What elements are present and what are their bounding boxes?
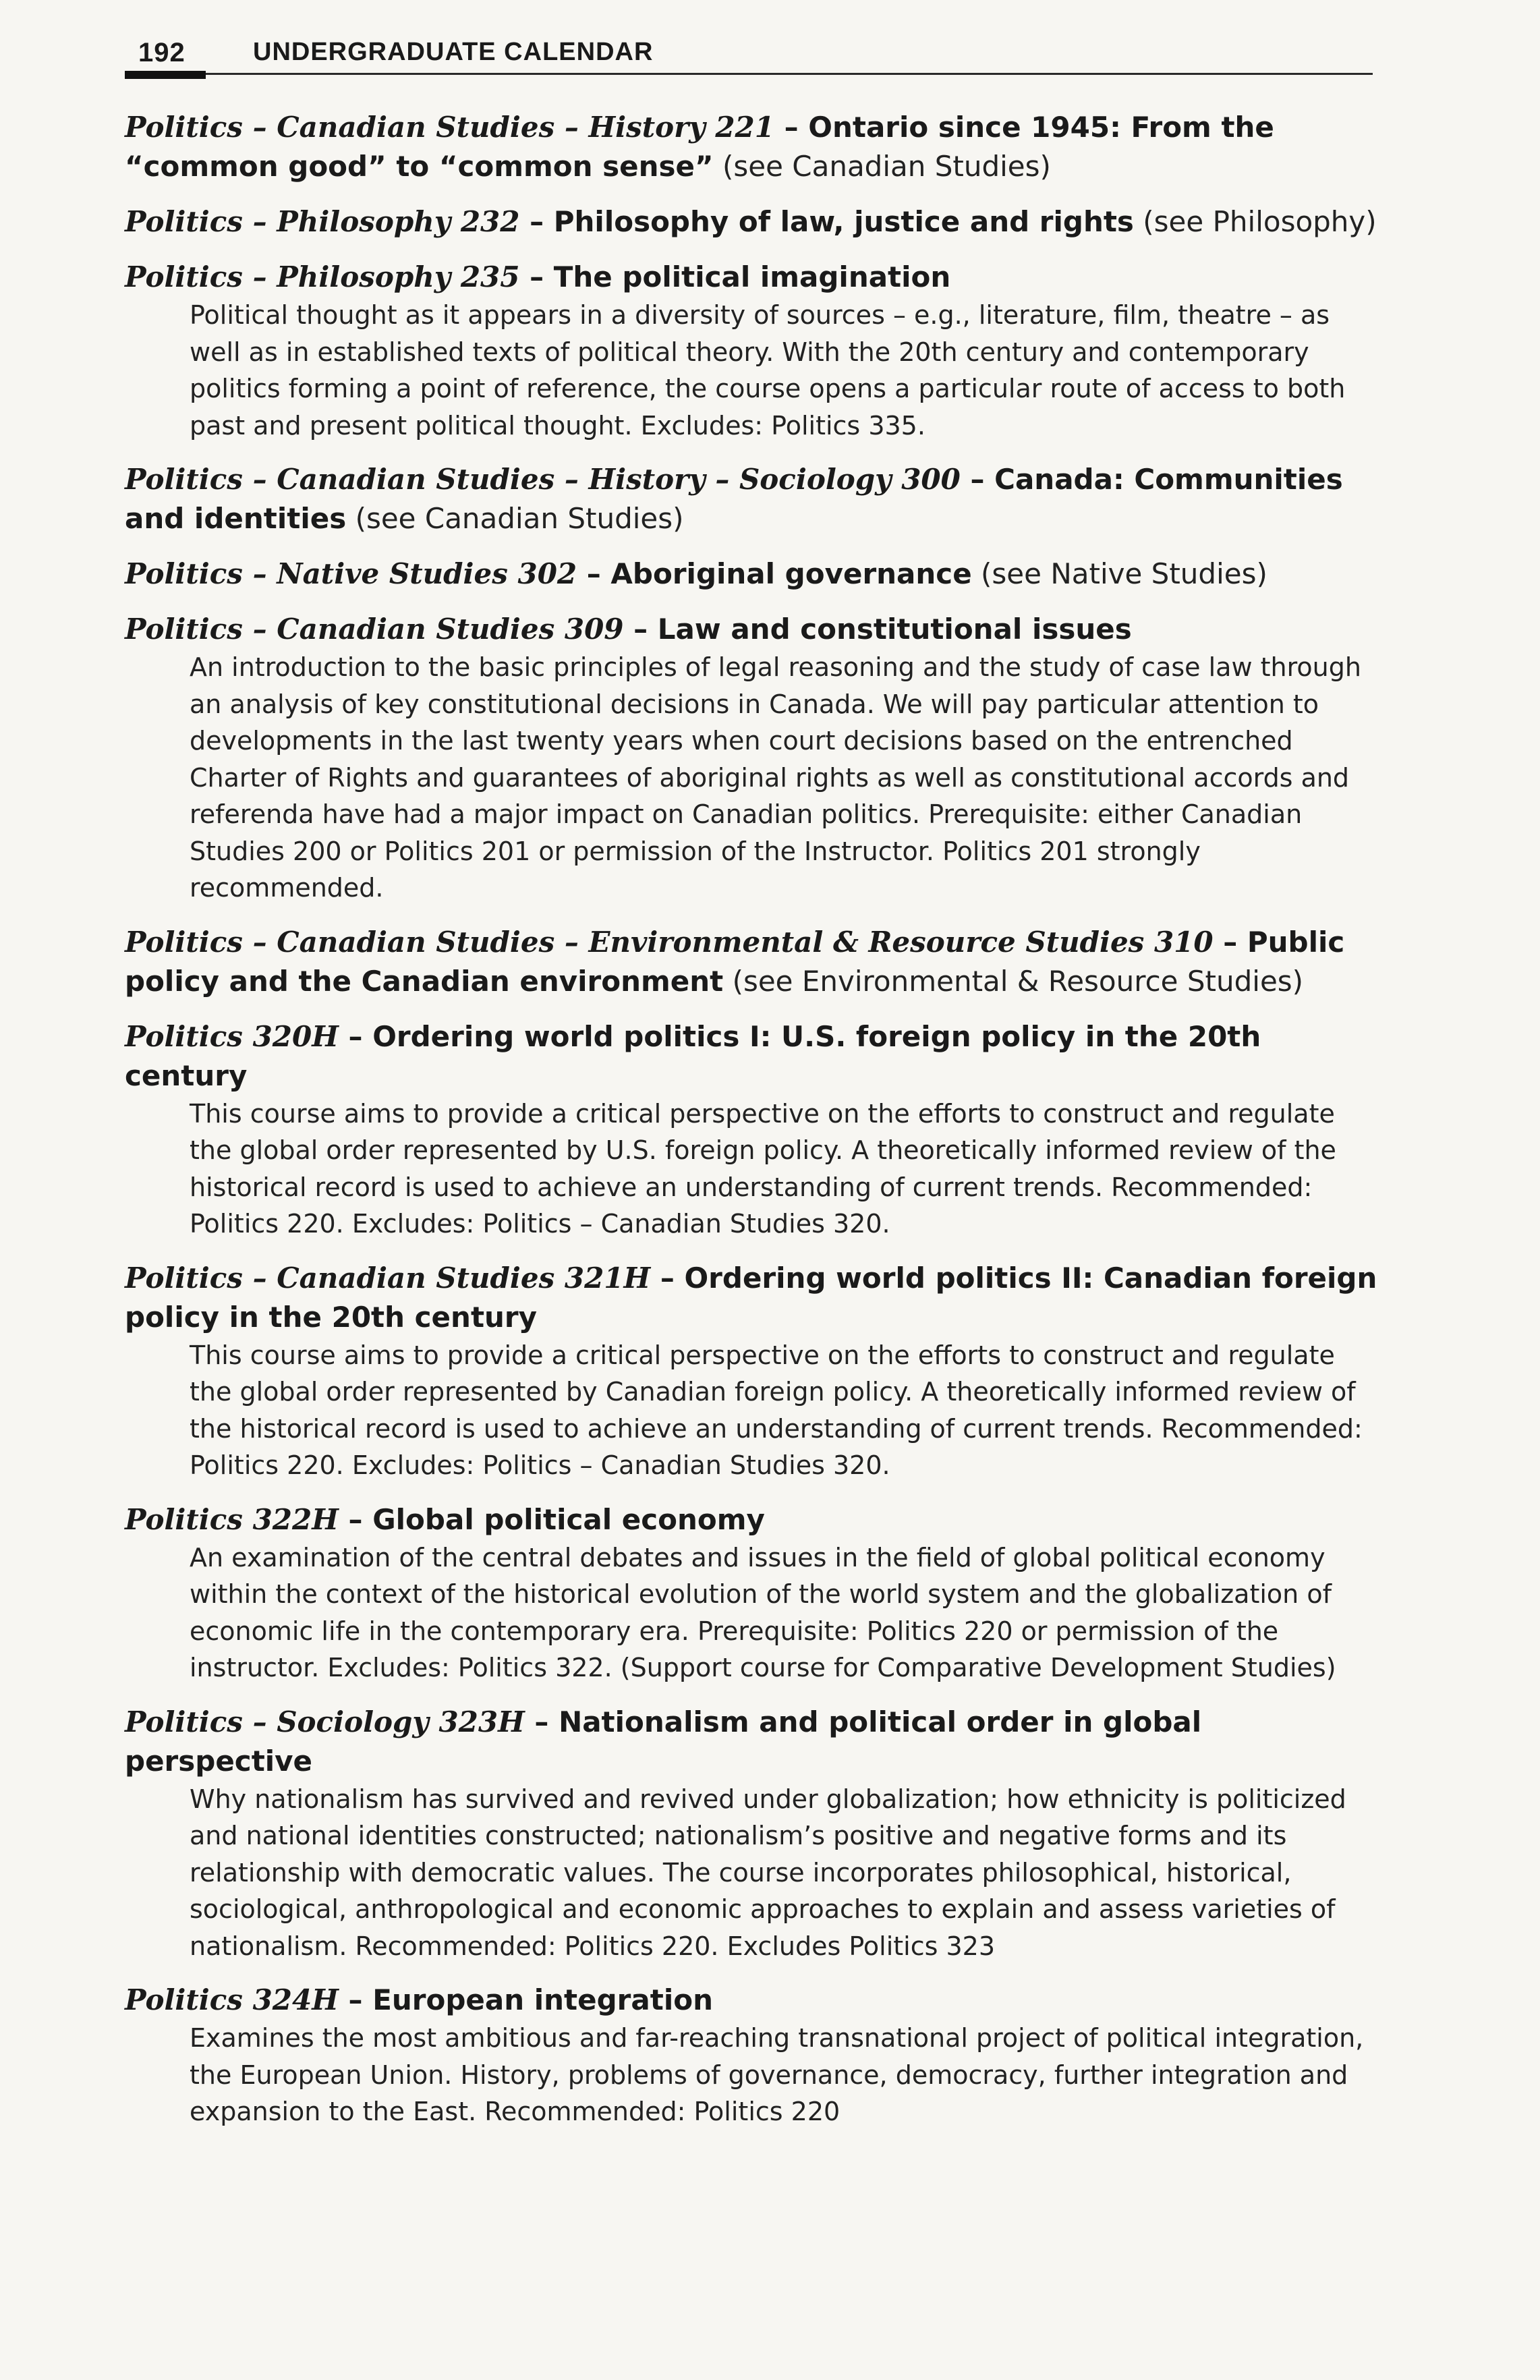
course-title bbox=[125, 610, 1379, 649]
course-name: The political imagination bbox=[553, 260, 951, 293]
course-sep: – bbox=[960, 463, 995, 496]
course-code: Politics – Philosophy 235 bbox=[125, 260, 520, 293]
course-code: Politics – Canadian Studies 321H bbox=[125, 1261, 651, 1295]
course-sep: – bbox=[577, 557, 611, 590]
course-entry bbox=[125, 1981, 1379, 2130]
course-code: Politics – Canadian Studies – Environmental & Resource Studies 310 bbox=[125, 925, 1214, 959]
course-description: Examines the most ambitious and far-reaching transnational project of political integration, the European Union. History, problems of governance, democracy, further integration and expansion to the East. Recommended: Politics 220 bbox=[190, 2023, 1364, 2126]
course-title bbox=[125, 108, 1379, 186]
page-header bbox=[125, 30, 1373, 104]
course-entry bbox=[125, 460, 1379, 538]
course-see-ref: (see Environmental & Resource Studies) bbox=[723, 964, 1304, 998]
course-code: Politics – Sociology 323H bbox=[125, 1705, 525, 1738]
course-entry bbox=[125, 258, 1379, 444]
course-entry bbox=[125, 1017, 1379, 1243]
course-sep: – bbox=[338, 1983, 373, 2016]
course-sep: – bbox=[338, 1502, 373, 1536]
course-see-ref: (see Native Studies) bbox=[971, 557, 1267, 590]
course-title bbox=[125, 202, 1379, 242]
course-entry bbox=[125, 555, 1379, 594]
course-see-ref: (see Canadian Studies) bbox=[713, 150, 1051, 183]
course-name: Aboriginal governance bbox=[610, 557, 972, 590]
course-name: European integration bbox=[372, 1983, 713, 2016]
course-title bbox=[125, 1259, 1379, 1337]
course-entry bbox=[125, 1259, 1379, 1484]
course-title bbox=[125, 460, 1379, 538]
course-title bbox=[125, 1703, 1379, 1781]
course-code: Politics 322H bbox=[125, 1502, 339, 1536]
course-entry bbox=[125, 108, 1379, 186]
course-sep: – bbox=[1213, 925, 1247, 959]
course-code: Politics – Canadian Studies – History – Sociology 300 bbox=[125, 463, 961, 496]
course-entry bbox=[125, 610, 1379, 907]
course-description: An introduction to the basic principles of legal reasoning and the study of case law through an analysis of key constitutional decisions in Canada. We will pay particular attention to developments in the last twenty years when court decisions based on the entrenched Charter of Rights and guarantees of aboriginal rights as well as constitutional accords and referenda have had a major impact on Canadian politics. Prerequisite: either Canadian Studies 200 or Politics 201 or permission of the Instructor. Politics 201 strongly recommended. bbox=[190, 652, 1361, 903]
course-title bbox=[125, 555, 1379, 594]
page-number: 192 bbox=[138, 38, 186, 67]
course-entry bbox=[125, 1500, 1379, 1687]
course-name: Philosophy of law, justice and rights bbox=[553, 205, 1134, 238]
course-name: Nationalism and political order in global perspective bbox=[125, 1705, 1202, 1778]
course-description: This course aims to provide a critical perspective on the efforts to construct and regulate the global order represented by Canadian foreign policy. A theoretically informed review of the historical record is used to achieve an understanding of current trends. Recommended: Politics 220. Excludes: Politics – Canadian Studies 320. bbox=[190, 1340, 1363, 1480]
course-listing bbox=[125, 108, 1379, 2147]
course-sep: – bbox=[623, 613, 658, 646]
course-name: Global political economy bbox=[372, 1502, 765, 1536]
course-description: Why nationalism has survived and revived under globalization; how ethnicity is politicized and national identities constructed; nationalism’s positive and negative forms and its relationship with democratic values. The course incorporates philosophical, historical, sociological, anthropological and economic approaches to explain and assess varieties of nationalism. Recommended: Politics 220. Excludes Politics 323 bbox=[190, 1784, 1346, 1961]
course-sep: – bbox=[519, 205, 554, 238]
course-name: Public policy and the Canadian environment bbox=[125, 925, 1345, 998]
course-sep: – bbox=[519, 260, 554, 293]
course-code: Politics 324H bbox=[125, 1983, 339, 2016]
course-title bbox=[125, 1500, 1379, 1539]
course-title bbox=[125, 258, 1379, 297]
course-name: Canada: Communities and identities bbox=[125, 463, 1343, 535]
course-name: Ordering world politics I: U.S. foreign policy in the 20th century bbox=[125, 1019, 1261, 1092]
course-name: Ordering world politics II: Canadian foreign policy in the 20th century bbox=[125, 1261, 1377, 1334]
course-code: Politics – Philosophy 232 bbox=[125, 205, 520, 238]
course-name: Law and constitutional issues bbox=[657, 613, 1132, 646]
course-description: This course aims to provide a critical perspective on the efforts to construct and regulate the global order represented by U.S. foreign policy. A theoretically informed review of the historical record is used to achieve an understanding of current trends. Recommended: Politics 220. Excludes: Politics – Canadian Studies 320. bbox=[190, 1098, 1336, 1239]
course-see-ref: (see Philosophy) bbox=[1133, 205, 1377, 238]
course-code: Politics 320H bbox=[125, 1019, 339, 1053]
course-sep: – bbox=[524, 1705, 559, 1738]
course-code: Politics – Canadian Studies – History 221 bbox=[125, 111, 775, 144]
course-sep: – bbox=[774, 111, 809, 144]
course-sep: – bbox=[650, 1261, 685, 1295]
header-rule-accent bbox=[125, 71, 206, 79]
course-code: Politics – Canadian Studies 309 bbox=[125, 613, 624, 646]
running-head: UNDERGRADUATE CALENDAR bbox=[253, 38, 654, 66]
course-title bbox=[125, 1981, 1379, 2020]
course-description: Political thought as it appears in a diversity of sources – e.g., literature, film, theatre – as well as in established texts of political theory. With the 20th century and contemporary politics forming a point of reference, the course opens a particular route of access to both past and present political thought. Excludes: Politics 335. bbox=[190, 300, 1346, 441]
course-sep: – bbox=[338, 1019, 373, 1053]
course-code: Politics – Native Studies 302 bbox=[125, 557, 577, 590]
course-name: Ontario since 1945: From the “common good” to “common sense” bbox=[125, 111, 1274, 183]
course-title bbox=[125, 923, 1379, 1001]
course-entry bbox=[125, 923, 1379, 1001]
course-description: An examination of the central debates and issues in the field of global political economy within the context of the historical evolution of the world system and the globalization of economic life in the contemporary era. Prerequisite: Politics 220 or permission of the instructor. Excludes: Politics 322. (Support course for Comparative Development Studies) bbox=[190, 1542, 1336, 1682]
course-see-ref: (see Canadian Studies) bbox=[346, 502, 684, 535]
header-rule bbox=[125, 73, 1373, 75]
course-title bbox=[125, 1017, 1379, 1096]
course-entry bbox=[125, 202, 1379, 242]
course-entry bbox=[125, 1703, 1379, 1965]
